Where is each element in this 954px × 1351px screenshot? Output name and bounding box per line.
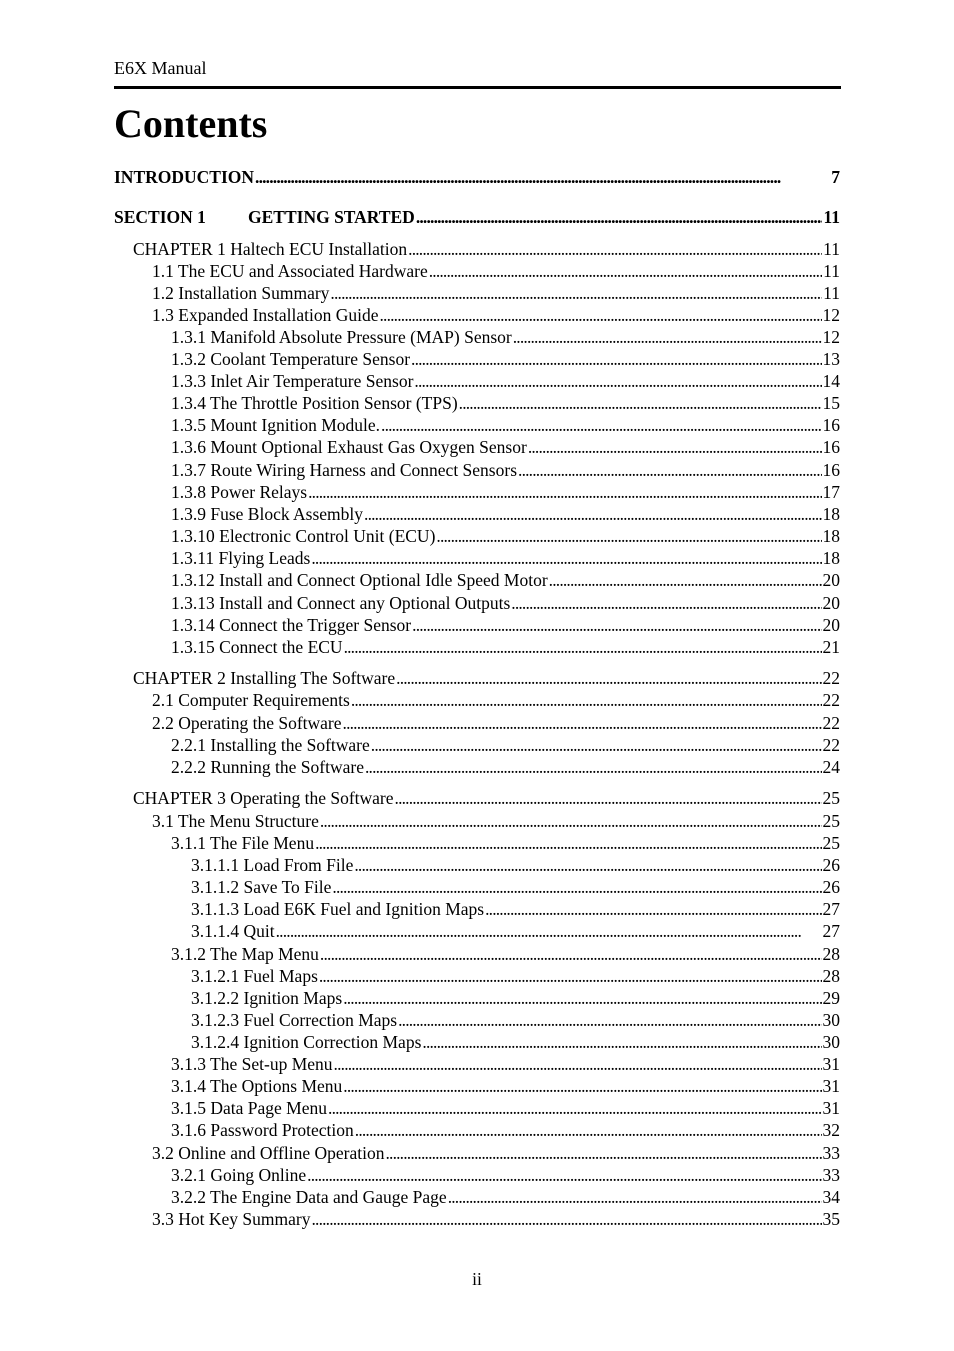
toc-entry-page: 18 <box>822 504 840 524</box>
dot-leader <box>459 392 822 414</box>
toc-entry-page: 33 <box>822 1165 840 1185</box>
toc-entry-label: 1.3.12 Install and Connect Optional Idle Speed Motor <box>171 570 548 590</box>
dot-leader <box>328 1097 821 1119</box>
toc-entry-page: 29 <box>822 988 840 1008</box>
toc-entry[interactable] <box>171 326 840 348</box>
toc-entry-page: 34 <box>822 1187 840 1207</box>
toc-entry-page: 25 <box>822 833 840 853</box>
toc-entry-page: 16 <box>822 415 840 435</box>
dot-leader <box>315 832 821 854</box>
dot-leader <box>518 459 821 481</box>
toc-entry[interactable] <box>171 1053 840 1075</box>
toc-entry-label: 1.3 Expanded Installation Guide <box>152 305 379 325</box>
toc-entry[interactable] <box>171 525 840 547</box>
toc-entry-label: CHAPTER 1 Haltech ECU Installation <box>133 239 408 259</box>
toc-entry-label: 3.1.2.1 Fuel Maps <box>191 966 318 986</box>
section-title: GETTING STARTED <box>248 207 415 227</box>
toc-entry[interactable] <box>171 734 840 756</box>
toc-entry[interactable] <box>191 854 840 876</box>
toc-entry[interactable] <box>171 636 840 658</box>
dot-leader <box>307 1164 821 1186</box>
toc-entry-page: 27 <box>822 899 840 919</box>
toc-entry-page: 26 <box>822 855 840 875</box>
toc-entry-label: 1.3.1 Manifold Absolute Pressure (MAP) Sensor <box>171 327 512 347</box>
toc-entry-label: 3.1.5 Data Page Menu <box>171 1098 328 1118</box>
toc-entry-label: 3.1.1.2 Save To File <box>191 877 332 897</box>
toc-entry[interactable] <box>114 206 840 228</box>
toc-entry-page: 12 <box>822 327 840 347</box>
toc-entry-label: 3.1.1 The File Menu <box>171 833 315 853</box>
toc-entry[interactable] <box>152 689 840 711</box>
running-header: E6X Manual <box>114 58 207 78</box>
dot-leader <box>412 614 821 636</box>
toc-entry-label: 3.1.2.2 Ignition Maps <box>191 988 343 1008</box>
dot-leader <box>330 282 822 304</box>
toc-entry-page: 25 <box>822 788 840 808</box>
dot-leader <box>408 238 822 260</box>
toc-entry-label: 1.3.8 Power Relays <box>171 482 308 502</box>
toc-entry[interactable] <box>171 481 840 503</box>
toc-entry[interactable] <box>171 1186 840 1208</box>
dot-leader <box>343 1075 821 1097</box>
toc-entry[interactable] <box>171 348 840 370</box>
toc-entry-page: 22 <box>822 713 840 733</box>
dot-leader <box>351 689 822 711</box>
toc-entry[interactable] <box>171 1097 840 1119</box>
dot-leader <box>311 547 821 569</box>
toc-entry-page: 17 <box>822 482 840 502</box>
toc-entry[interactable] <box>152 712 840 734</box>
toc-entry[interactable] <box>191 898 840 920</box>
toc-entry-page: 11 <box>823 207 840 227</box>
dot-leader <box>320 943 822 965</box>
toc-entry[interactable] <box>171 569 840 591</box>
toc-entry-label: 1.3.7 Route Wiring Harness and Connect Sensors <box>171 460 518 480</box>
dot-leader <box>332 876 821 898</box>
dot-leader <box>255 166 830 188</box>
toc-entry[interactable] <box>133 787 840 809</box>
dot-leader <box>344 636 822 658</box>
toc-entry-page: 31 <box>822 1054 840 1074</box>
toc-entry-label <box>114 206 415 228</box>
toc-entry[interactable] <box>171 459 840 481</box>
toc-entry-label: 1.3.2 Coolant Temperature Sensor <box>171 349 411 369</box>
toc-entry-label: 3.2.1 Going Online <box>171 1165 307 1185</box>
toc-entry[interactable] <box>133 238 840 260</box>
toc-entry-label: 3.1.4 The Options Menu <box>171 1076 343 1096</box>
toc-entry-label: 3.2.2 The Engine Data and Gauge Page <box>171 1187 447 1207</box>
toc-entry[interactable] <box>171 756 840 778</box>
toc-entry-page: 12 <box>822 305 840 325</box>
toc-entry[interactable] <box>171 436 840 458</box>
toc-entry-page: 30 <box>822 1010 840 1030</box>
toc-entry[interactable] <box>171 1119 840 1141</box>
toc-entry-label: 1.3.5 Mount Ignition Module. <box>171 415 381 435</box>
dot-leader <box>381 414 821 436</box>
dot-leader <box>276 920 822 942</box>
toc-entry[interactable] <box>152 282 840 304</box>
toc-entry-label: 2.1 Computer Requirements <box>152 690 350 710</box>
dot-leader <box>379 304 821 326</box>
dot-leader <box>385 1142 821 1164</box>
toc-entry-page: 33 <box>822 1143 840 1163</box>
toc-entry[interactable] <box>171 503 840 525</box>
toc-entry-page: 7 <box>831 167 840 187</box>
toc-entry-label: 1.3.11 Flying Leads <box>171 548 311 568</box>
toc-entry-label: 1.3.13 Install and Connect any Optional Outputs <box>171 593 511 613</box>
toc-entry-page: 22 <box>822 690 840 710</box>
dot-leader <box>355 1119 822 1141</box>
dot-leader <box>528 436 822 458</box>
toc-entry-page: 20 <box>822 615 840 635</box>
toc-entry-label: 3.1.1.4 Quit <box>191 921 275 941</box>
toc-entry-page: 31 <box>822 1076 840 1096</box>
dot-leader <box>422 1031 821 1053</box>
dot-leader <box>513 326 822 348</box>
toc-entry-page: 18 <box>822 526 840 546</box>
dot-leader <box>429 260 822 282</box>
toc-entry-label: 1.2 Installation Summary <box>152 283 330 303</box>
toc-entry[interactable] <box>171 943 840 965</box>
dot-leader <box>371 734 822 756</box>
toc-entry[interactable] <box>171 414 840 436</box>
toc-entry[interactable] <box>171 392 840 414</box>
toc-entry-label: 3.1 The Menu Structure <box>152 811 319 831</box>
dot-leader <box>398 1009 821 1031</box>
toc-entry-label: 1.1 The ECU and Associated Hardware <box>152 261 428 281</box>
section-number: SECTION 1 <box>114 207 206 227</box>
dot-leader <box>311 1208 821 1230</box>
dot-leader <box>448 1186 822 1208</box>
toc-entry-label: INTRODUCTION <box>114 167 255 187</box>
toc-entry-page: 21 <box>822 637 840 657</box>
toc-entry-label: 2.2.2 Running the Software <box>171 757 364 777</box>
toc-entry[interactable] <box>171 547 840 569</box>
toc-entry[interactable] <box>171 370 840 392</box>
toc-entry-label: 1.3.9 Fuse Block Assembly <box>171 504 364 524</box>
toc-entry-page: 15 <box>822 393 840 413</box>
toc-entry-page: 35 <box>822 1209 840 1229</box>
toc-entry-label: CHAPTER 2 Installing The Software <box>133 668 396 688</box>
toc-entry[interactable] <box>191 876 840 898</box>
toc-entry-page: 30 <box>822 1032 840 1052</box>
dot-leader <box>365 756 822 778</box>
toc-entry-label: 3.2 Online and Offline Operation <box>152 1143 385 1163</box>
toc-entry-label: 1.3.3 Inlet Air Temperature Sensor <box>171 371 414 391</box>
toc-entry-page: 11 <box>823 261 840 281</box>
toc-entry-page: 22 <box>822 668 840 688</box>
toc-entry-label: CHAPTER 3 Operating the Software <box>133 788 394 808</box>
toc-entry[interactable] <box>171 1164 840 1186</box>
toc-entry-label: 3.3 Hot Key Summary <box>152 1209 311 1229</box>
toc-entry-label: 3.1.1.3 Load E6K Fuel and Ignition Maps <box>191 899 485 919</box>
toc-entry-page: 22 <box>822 735 840 755</box>
toc-entry-label: 1.3.10 Electronic Control Unit (ECU) <box>171 526 436 546</box>
toc-entry[interactable] <box>152 304 840 326</box>
page-title: Contents <box>114 101 268 146</box>
toc-entry-page: 27 <box>822 921 840 941</box>
toc-entry[interactable] <box>152 260 840 282</box>
toc-entry[interactable] <box>114 166 840 188</box>
toc-entry-label: 2.2.1 Installing the Software <box>171 735 370 755</box>
dot-leader <box>511 592 821 614</box>
toc-entry-label: 3.1.2 The Map Menu <box>171 944 319 964</box>
toc-entry-page: 26 <box>822 877 840 897</box>
toc-entry[interactable] <box>191 965 840 987</box>
toc-entry-label: 1.3.14 Connect the Trigger Sensor <box>171 615 412 635</box>
toc-entry[interactable] <box>191 1031 840 1053</box>
toc-entry-page: 14 <box>822 371 840 391</box>
dot-leader <box>396 667 821 689</box>
dot-leader <box>549 569 822 591</box>
toc-entry[interactable] <box>152 1208 840 1230</box>
toc-entry-label: 1.3.6 Mount Optional Exhaust Gas Oxygen Sensor <box>171 437 527 457</box>
toc-entry[interactable] <box>171 1075 840 1097</box>
toc-entry-page: 28 <box>822 966 840 986</box>
toc-entry-page: 25 <box>822 811 840 831</box>
dot-leader <box>395 787 822 809</box>
toc-entry-page: 20 <box>822 570 840 590</box>
header-rule <box>114 86 841 89</box>
toc-entry-page: 32 <box>822 1120 840 1140</box>
dot-leader <box>343 712 822 734</box>
toc-entry-page: 18 <box>822 548 840 568</box>
dot-leader <box>485 898 821 920</box>
toc-entry-label: 3.1.6 Password Protection <box>171 1120 354 1140</box>
dot-leader <box>354 854 821 876</box>
dot-leader <box>436 525 821 547</box>
toc-entry-label: 3.1.3 The Set-up Menu <box>171 1054 333 1074</box>
page-number: ii <box>472 1269 482 1289</box>
toc-entry-label: 3.1.1.1 Load From File <box>191 855 354 875</box>
toc-entry-page: 16 <box>822 460 840 480</box>
toc-entry[interactable] <box>171 614 840 636</box>
dot-leader <box>411 348 821 370</box>
toc-entry[interactable] <box>133 667 840 689</box>
toc-entry-page: 24 <box>822 757 840 777</box>
toc-entry[interactable] <box>191 987 840 1009</box>
toc-entry[interactable] <box>171 832 840 854</box>
dot-leader <box>334 1053 822 1075</box>
dot-leader <box>416 206 823 228</box>
toc-entry-page: 31 <box>822 1098 840 1118</box>
toc-entry-label: 3.1.2.4 Ignition Correction Maps <box>191 1032 422 1052</box>
toc-entry-page: 20 <box>822 593 840 613</box>
toc-entry[interactable] <box>152 810 840 832</box>
dot-leader <box>343 987 821 1009</box>
toc-entry[interactable] <box>171 592 840 614</box>
toc-entry-label: 1.3.15 Connect the ECU <box>171 637 343 657</box>
toc-entry-label: 1.3.4 The Throttle Position Sensor (TPS) <box>171 393 458 413</box>
toc-entry-page: 16 <box>822 437 840 457</box>
dot-leader <box>319 965 822 987</box>
toc-entry[interactable] <box>152 1142 840 1164</box>
dot-leader <box>308 481 821 503</box>
toc-entry-page: 13 <box>822 349 840 369</box>
dot-leader <box>364 503 821 525</box>
toc-entry-page: 11 <box>823 283 840 303</box>
toc-entry-label: 2.2 Operating the Software <box>152 713 342 733</box>
toc-entry[interactable] <box>191 1009 840 1031</box>
dot-leader <box>320 810 822 832</box>
toc-entry-page: 28 <box>822 944 840 964</box>
toc-entry[interactable] <box>191 920 840 942</box>
dot-leader <box>414 370 821 392</box>
toc-entry-page: 11 <box>823 239 840 259</box>
toc-entry-label: 3.1.2.3 Fuel Correction Maps <box>191 1010 398 1030</box>
